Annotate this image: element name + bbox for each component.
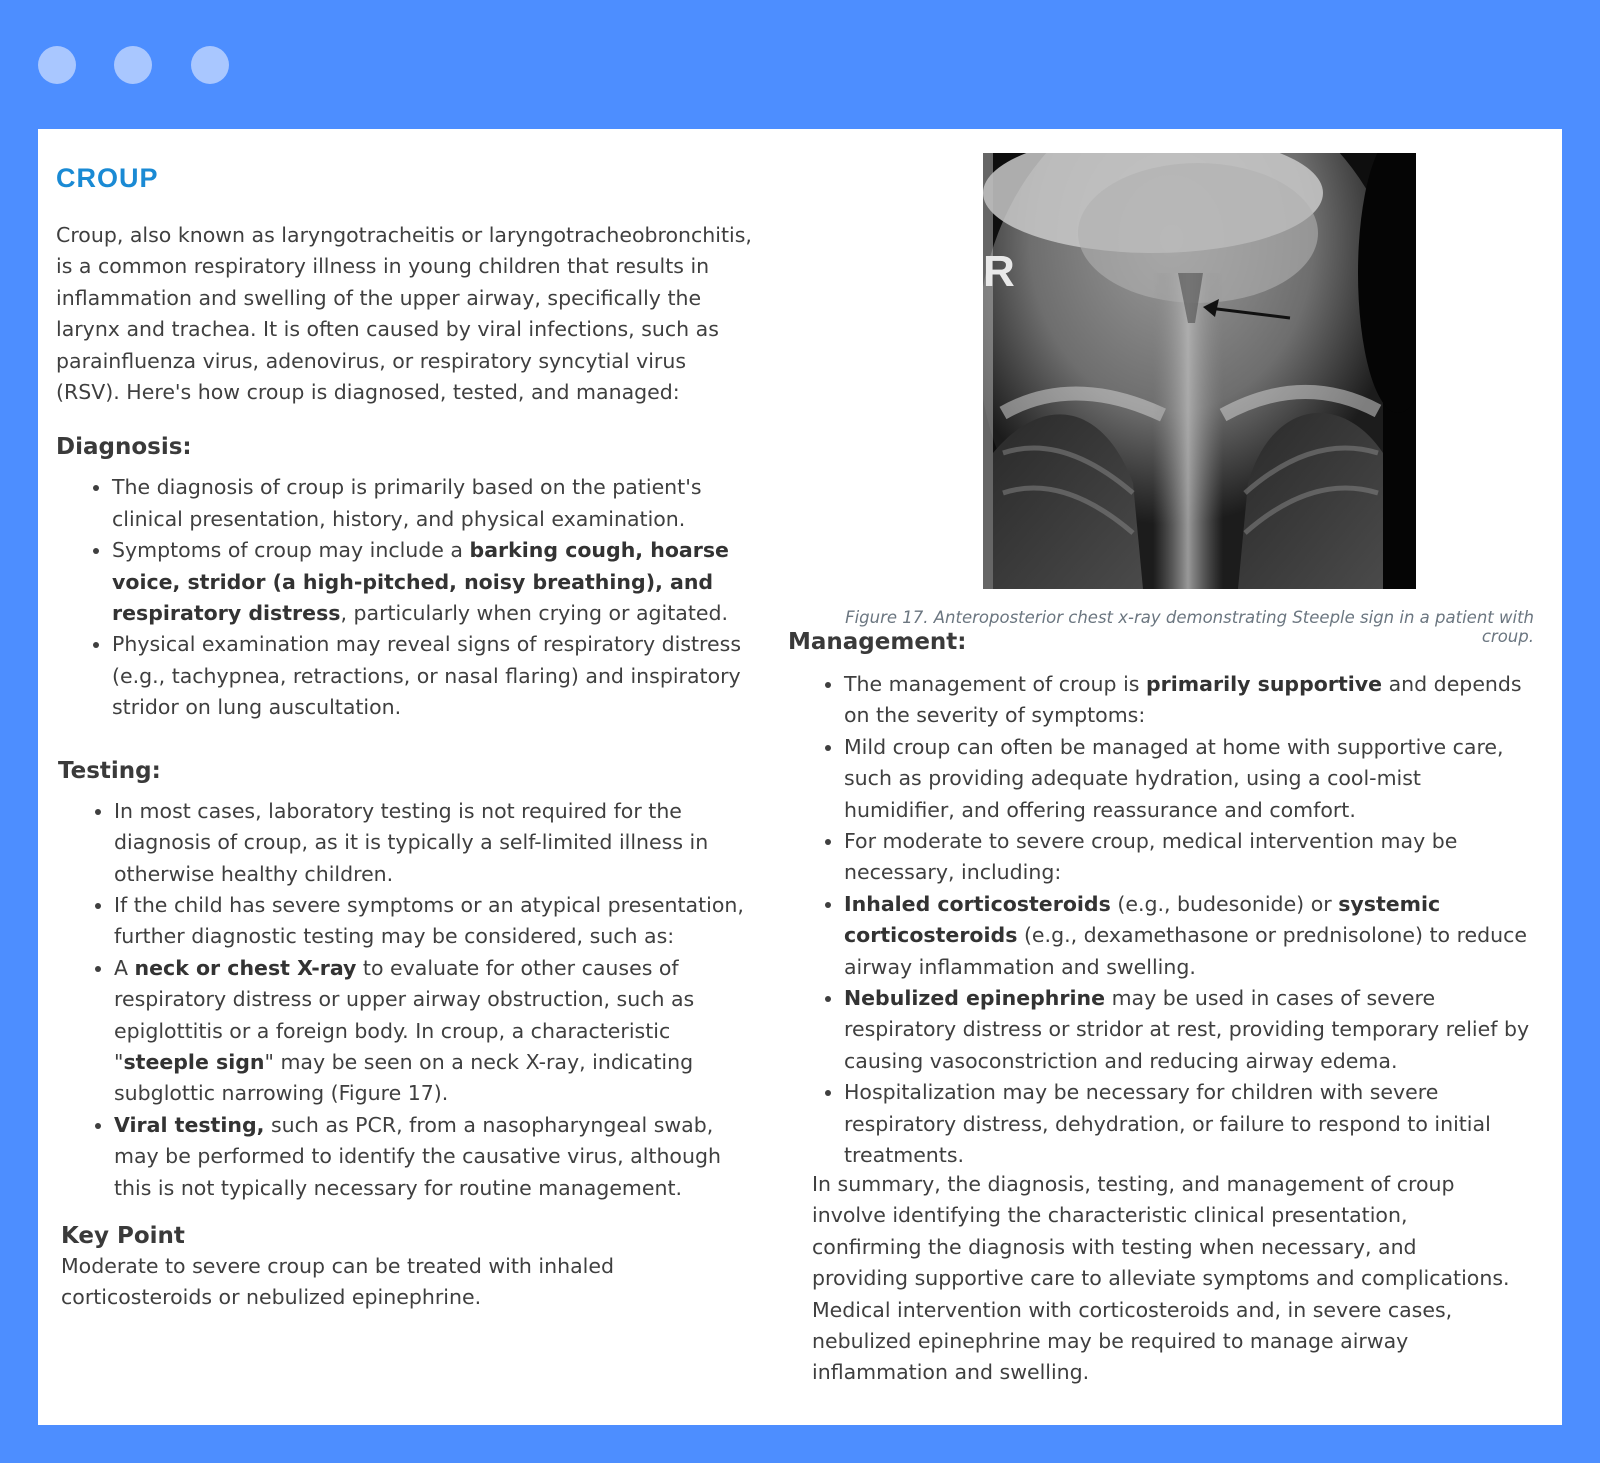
text-span: The diagnosis of croup is primarily based on the patient's clinical presentation, history, and physical examination. — [112, 475, 702, 531]
bold-text: Inhaled corticosteroids — [844, 891, 1111, 916]
list-item — [844, 889, 1534, 983]
text-span: Physical examination may reveal signs of respiratory distress (e.g., tachypnea, retractions, or nasal flaring) and inspiratory stridor on lung auscultation. — [112, 632, 742, 720]
text-span: A — [114, 955, 135, 980]
figure-caption: Figure 17. Anteroposterior chest x-ray demonstrating Steeple sign in a patient with croup. — [845, 608, 1534, 646]
text-span: and depends on the severity of symptoms: — [844, 672, 1522, 728]
xray-image — [983, 153, 1416, 589]
testing-list — [56, 796, 756, 1204]
list-item — [844, 1077, 1534, 1171]
text-span: In most cases, laboratory testing is not required for the diagnosis of croup, as it is typically a self-limited illness in otherwise healthy children. — [114, 798, 709, 886]
bold-text: neck or chest X-ray — [134, 955, 357, 980]
diagnosis-list — [56, 472, 756, 723]
text-span: Symptoms of croup may include a — [112, 538, 470, 563]
testing-heading: Testing: — [58, 757, 161, 784]
content-panel — [38, 129, 1562, 1425]
list-item — [844, 983, 1534, 1077]
bold-text: primarily supportive — [1145, 672, 1383, 696]
key-point-text: Moderate to severe croup can be treated with inhaled corticosteroids or nebulized epinephrine. — [61, 1254, 614, 1310]
summary-paragraph: In summary, the diagnosis, testing, and management of croup involve identifying the characteristic clinical presentation, confirming the diagnosis with testing when necessary, and providing supportive care to alleviate symptoms and complications. Medical intervention with corticosteroids and, in severe cases, nebulized epinephrine may be required to manage airway inflammation and swelling. — [812, 1172, 1510, 1385]
management-list — [788, 669, 1534, 1172]
right-column — [788, 129, 1534, 1425]
list-item — [112, 472, 756, 535]
text-span: to evaluate for other causes of respiratory distress or upper airway obstruction, such as epiglottitis or a foreign body. In croup, a characteristic " — [114, 955, 695, 1074]
key-point-heading: Key Point — [61, 1223, 185, 1249]
bold-text: barking cough, hoarse voice, stridor (a high-pitched, noisy breathing), and respiratory distress — [112, 538, 729, 626]
text-span: For moderate to severe croup, medical intervention may be necessary, including: — [844, 829, 1458, 885]
list-item — [844, 732, 1534, 826]
list-item — [844, 669, 1534, 732]
window-maximize-dot-icon[interactable] — [191, 46, 229, 84]
text-span: The management of croup is — [844, 672, 1146, 696]
bold-text: systemic corticosteroids — [844, 891, 1441, 948]
list-item — [114, 1110, 756, 1204]
list-item — [114, 796, 756, 890]
list-item — [844, 826, 1534, 889]
list-item — [114, 890, 756, 953]
management-heading: Management: — [788, 629, 967, 655]
list-item — [114, 953, 756, 1110]
left-column — [56, 163, 756, 1204]
text-span: such as PCR, from a nasopharyngeal swab, may be performed to identify the causative virus, although this is not typically necessary for routine management. — [114, 1112, 721, 1200]
xray-side-marker: R — [983, 247, 1015, 296]
text-span: (e.g., dexamethasone or prednisolone) to reduce airway inflammation and swelling. — [844, 923, 1528, 979]
window-close-dot-icon[interactable] — [38, 46, 76, 84]
text-span: Mild croup can often be managed at home with supportive care, such as providing adequate hydration, using a cool-mist humidifier, and offering reassurance and comfort. — [844, 734, 1504, 822]
text-span: Hospitalization may be necessary for children with severe respiratory distress, dehydration, or failure to respond to initial treatments. — [844, 1080, 1491, 1168]
text-span: If the child has severe symptoms or an atypical presentation, further diagnostic testing may be considered, such as: — [114, 892, 744, 949]
list-item — [112, 535, 756, 629]
text-span: , particularly when crying or agitated. — [340, 601, 729, 626]
xray-figure-image — [983, 153, 1416, 589]
list-item — [112, 629, 756, 723]
text-span: " may be seen on a neck X-ray, indicating subglottic narrowing (Figure 17). — [114, 1049, 694, 1106]
diagnosis-heading: Diagnosis: — [56, 434, 192, 461]
text-span: may be used in cases of severe respiratory distress or stridor at rest, providing temporary relief by causing vasoconstriction and reducing airway edema. — [844, 986, 1530, 1073]
bold-text: steeple sign — [123, 1049, 265, 1074]
window-minimize-dot-icon[interactable] — [114, 46, 152, 84]
bold-text: Nebulized epinephrine — [844, 986, 1106, 1011]
bold-text: Viral testing, — [114, 1112, 265, 1137]
intro-paragraph: Croup, also known as laryngotracheitis or laryngotracheobronchitis, is a common respiratory illness in young children that results in inflammation and swelling of the upper airway, specifically the larynx and trachea. It is often caused by viral infections, such as parainfluenza virus, adenovirus, or respiratory syncytial virus (RSV). Here's how croup is diagnosed, tested, and managed: — [56, 223, 752, 405]
text-span: (e.g., budesonide) or — [1110, 891, 1339, 916]
page-title: CROUP — [56, 163, 159, 193]
key-point-box — [61, 1223, 761, 1314]
